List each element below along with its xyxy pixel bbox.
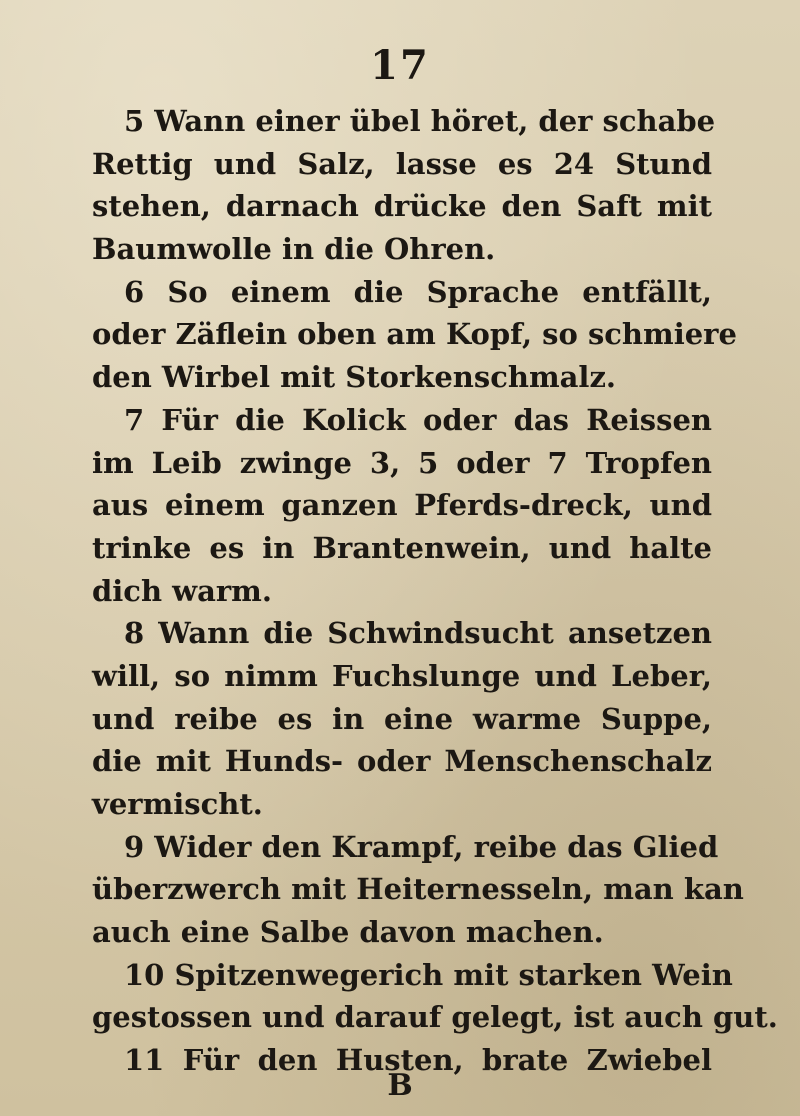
text-line: will, so nimm Fuchslunge und Leber, — [92, 658, 712, 693]
text-line: im Leib zwinge 3, 5 oder 7 Tropfen — [92, 445, 712, 480]
text-line: und reibe es in eine warme Suppe, — [92, 701, 712, 736]
text-line: den Wirbel mit Storkenschmalz. — [92, 360, 617, 395]
text-line: vermischt. — [92, 787, 263, 821]
text-line: Rettig und Salz, lasse es 24 Stund — [92, 146, 712, 181]
text-line: gestossen und darauf gelegt, ist auch gut. — [92, 1000, 778, 1035]
page-number: 17 — [370, 42, 430, 89]
text-line: die mit Hunds- oder Menschenschalz — [92, 744, 712, 779]
text-line: 10 Spitzenwegerich mit starken Wein — [124, 957, 733, 992]
text-line: 5 Wann einer übel höret, der schabe — [124, 104, 716, 138]
text-line: trinke es in Brantenwein, und halte — [92, 530, 712, 565]
text-line: 8 Wann die Schwindsucht ansetzen — [124, 616, 712, 651]
text-line: Baumwolle in die Ohren. — [92, 232, 496, 267]
text-line: dich warm. — [92, 573, 272, 608]
signature-mark: B — [387, 1068, 413, 1103]
text-line: überzwerch mit Heiternesseln, man kan — [92, 872, 744, 907]
text-line: 6 So einem die Sprache entfällt, — [124, 274, 712, 309]
text-line: oder Zäflein oben am Kopf, so schmiere — [92, 317, 737, 352]
text-line: 9 Wider den Krampf, reibe das Glied — [124, 829, 719, 864]
text-line: aus einem ganzen Pferds-dreck, und — [92, 488, 712, 523]
text-line: 7 Für die Kolick oder das Reissen — [124, 402, 712, 437]
text-line: 11 Für den Husten, brate Zwiebel — [124, 1043, 712, 1078]
remedy-text — [92, 100, 778, 1082]
text-line: stehen, darnach drücke den Saft mit — [92, 189, 712, 224]
text-line: auch eine Salbe davon machen. — [92, 915, 604, 950]
